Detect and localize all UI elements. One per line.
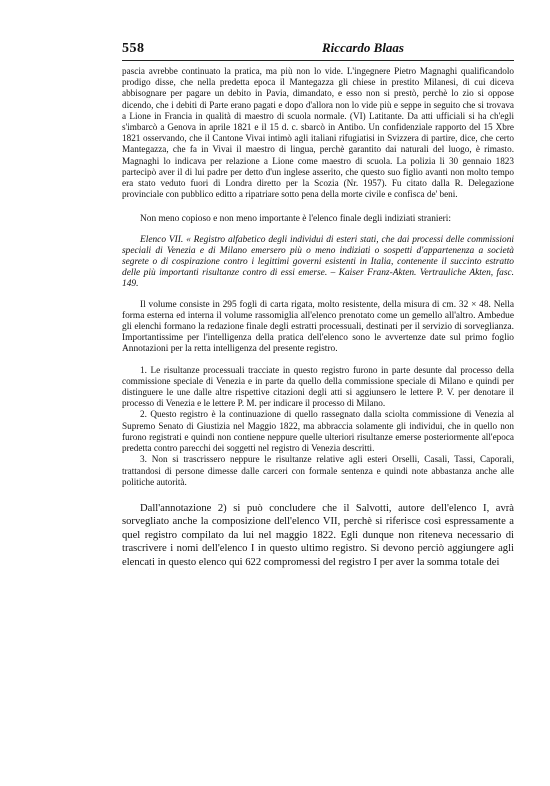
annotation-1: 1. Le risultanze processuali tracciate in questo registro furono in parte desunte dal processo della commissione speciale di Venezia e in parte da quello della commissione speciale di Milano e quindi per distinguere le une dalle altre rispettive citazioni degli atti si aggiunsero le lettere P. V. per denotare il processo di Venezia e le lettere P. M. per indicare il processo di Milano. <box>122 364 514 409</box>
annotation-3: 3. Non si trascrissero neppure le risultanze relative agli esteri Orselli, Casali, Tassi, Caporali, trattandosi di persone dimesse dalle carceri con formale sentenza e quindi note abbastanza anche alle politiche autorità. <box>122 454 514 487</box>
paragraph-intro: Non meno copioso e non meno importante è l'elenco finale degli indiziati stranieri: <box>140 214 451 225</box>
header-rule <box>122 60 514 61</box>
paragraph-volume: Il volume consiste in 295 fogli di carta rigata, molto resistente, della misura di cm. 32 × 48. Nella forma esterna ed interna il volume rassomiglia all'elenco prenotato come un gemello all'altro. Ambedue gli elenchi formano la redazione finale degli estratti processuali, destinati per il servizio di sorveglianza. Importantissime per l'intelligenza della pratica dell'elenco sono le avvertenze date sul primo foglio Annotazioni per la retta intelligenza del presente registro. <box>122 299 514 355</box>
running-head: Riccardo Blaas <box>322 40 404 55</box>
paragraph-elenco-vii: Elenco VII. « Registro alfabetico degli individui di esteri stati, che dai processi delle commissioni speciali di Venezia e di Milano emersero più o meno indiziati o sospetti d'appartenenza a società segrete o di cospirazione contro i legittimi governi esistenti in Italia, contenente il succinto estratto delle più importanti risultanze contro di essi emerse. – Kaiser Franz-Akten. Vertrauliche Akten, fasc. 149. <box>122 234 514 290</box>
paragraph-final: Dall'annotazione 2) si può concludere che il Salvotti, autore dell'elenco I, avrà sorvegliato anche la composizione dell'elenco VII, perchè si riferisce così espressamente a quel registro compilato da lui nel maggio 1822. Egli dunque non riteneva necessario di trascrivere i nomi dell'elenco I in questo ultimo registro. Si devono perciò aggiungere agli elencati in questo elenco qui 622 compromessi del registro I per aver la somma totale dei <box>122 502 514 568</box>
page-header <box>122 40 514 57</box>
continued-footnote: pascia avrebbe continuato la pratica, ma più non lo vide. L'ingegnere Pietro Magnaghi qualificandolo prodigo disse, che nella predetta epoca il Mantegazza gli chiese in prestito Milanesi, di cui diceva abbisognare per pagare un debito in Pavia, dimandato, e esso non si prestò, perchè lo zio si oppose dicendo, che i debiti di Parte erano pagati e dopo d'allora non lo vide più e seppe in seguito che si trovava a Lione in Francia in qualità di maestro di scuola normale. (VI) Latitante. Da atti ufficiali si ha ch'egli s'imbarcò a Genova in aprile 1821 e il 15 d. c. sbarcò in Antibo. Un confidenziale rapporto del 15 Xbre 1821 osservando, che il Cantone Vivai intimò agli italiani rifugiatisi in Svizzera di partire, dice, che certo Mantegazza, che fa in Vivai il maestro di lingua, perchè garantito dai naturali del luogo, è rimasto. Magnaghi lo indicava per relazione a Lione come maestro di scuola. La polizia li 30 gennaio 1823 partecipò aver il di lui padre per detto d'un inglese asserito, che questo suo figlio avanti non molto tempo era stato veduto fuori di Londra diretto per la Scozia (Nr. 1957). Fu citato dalla R. Delegazione provinciale con pubblico editto a ripatriare sotto pena della morte civile e confisca de' beni. <box>122 66 514 200</box>
page-body <box>122 66 514 569</box>
page-number: 558 <box>122 41 145 56</box>
annotation-2: 2. Questo registro è la continuazione di quello rassegnato dalla sciolta commissione di Venezia al Supremo Senato di Giustizia nel Maggio 1822, ma abbraccia solamente gli individui, che in quello non furono registrati e quindi non contiene neppure quelle ulteriori risultanze emerse posteriormente all'epoca predetta contro parecchi dei soggetti nel registro di Venezia descritti. <box>122 409 514 454</box>
